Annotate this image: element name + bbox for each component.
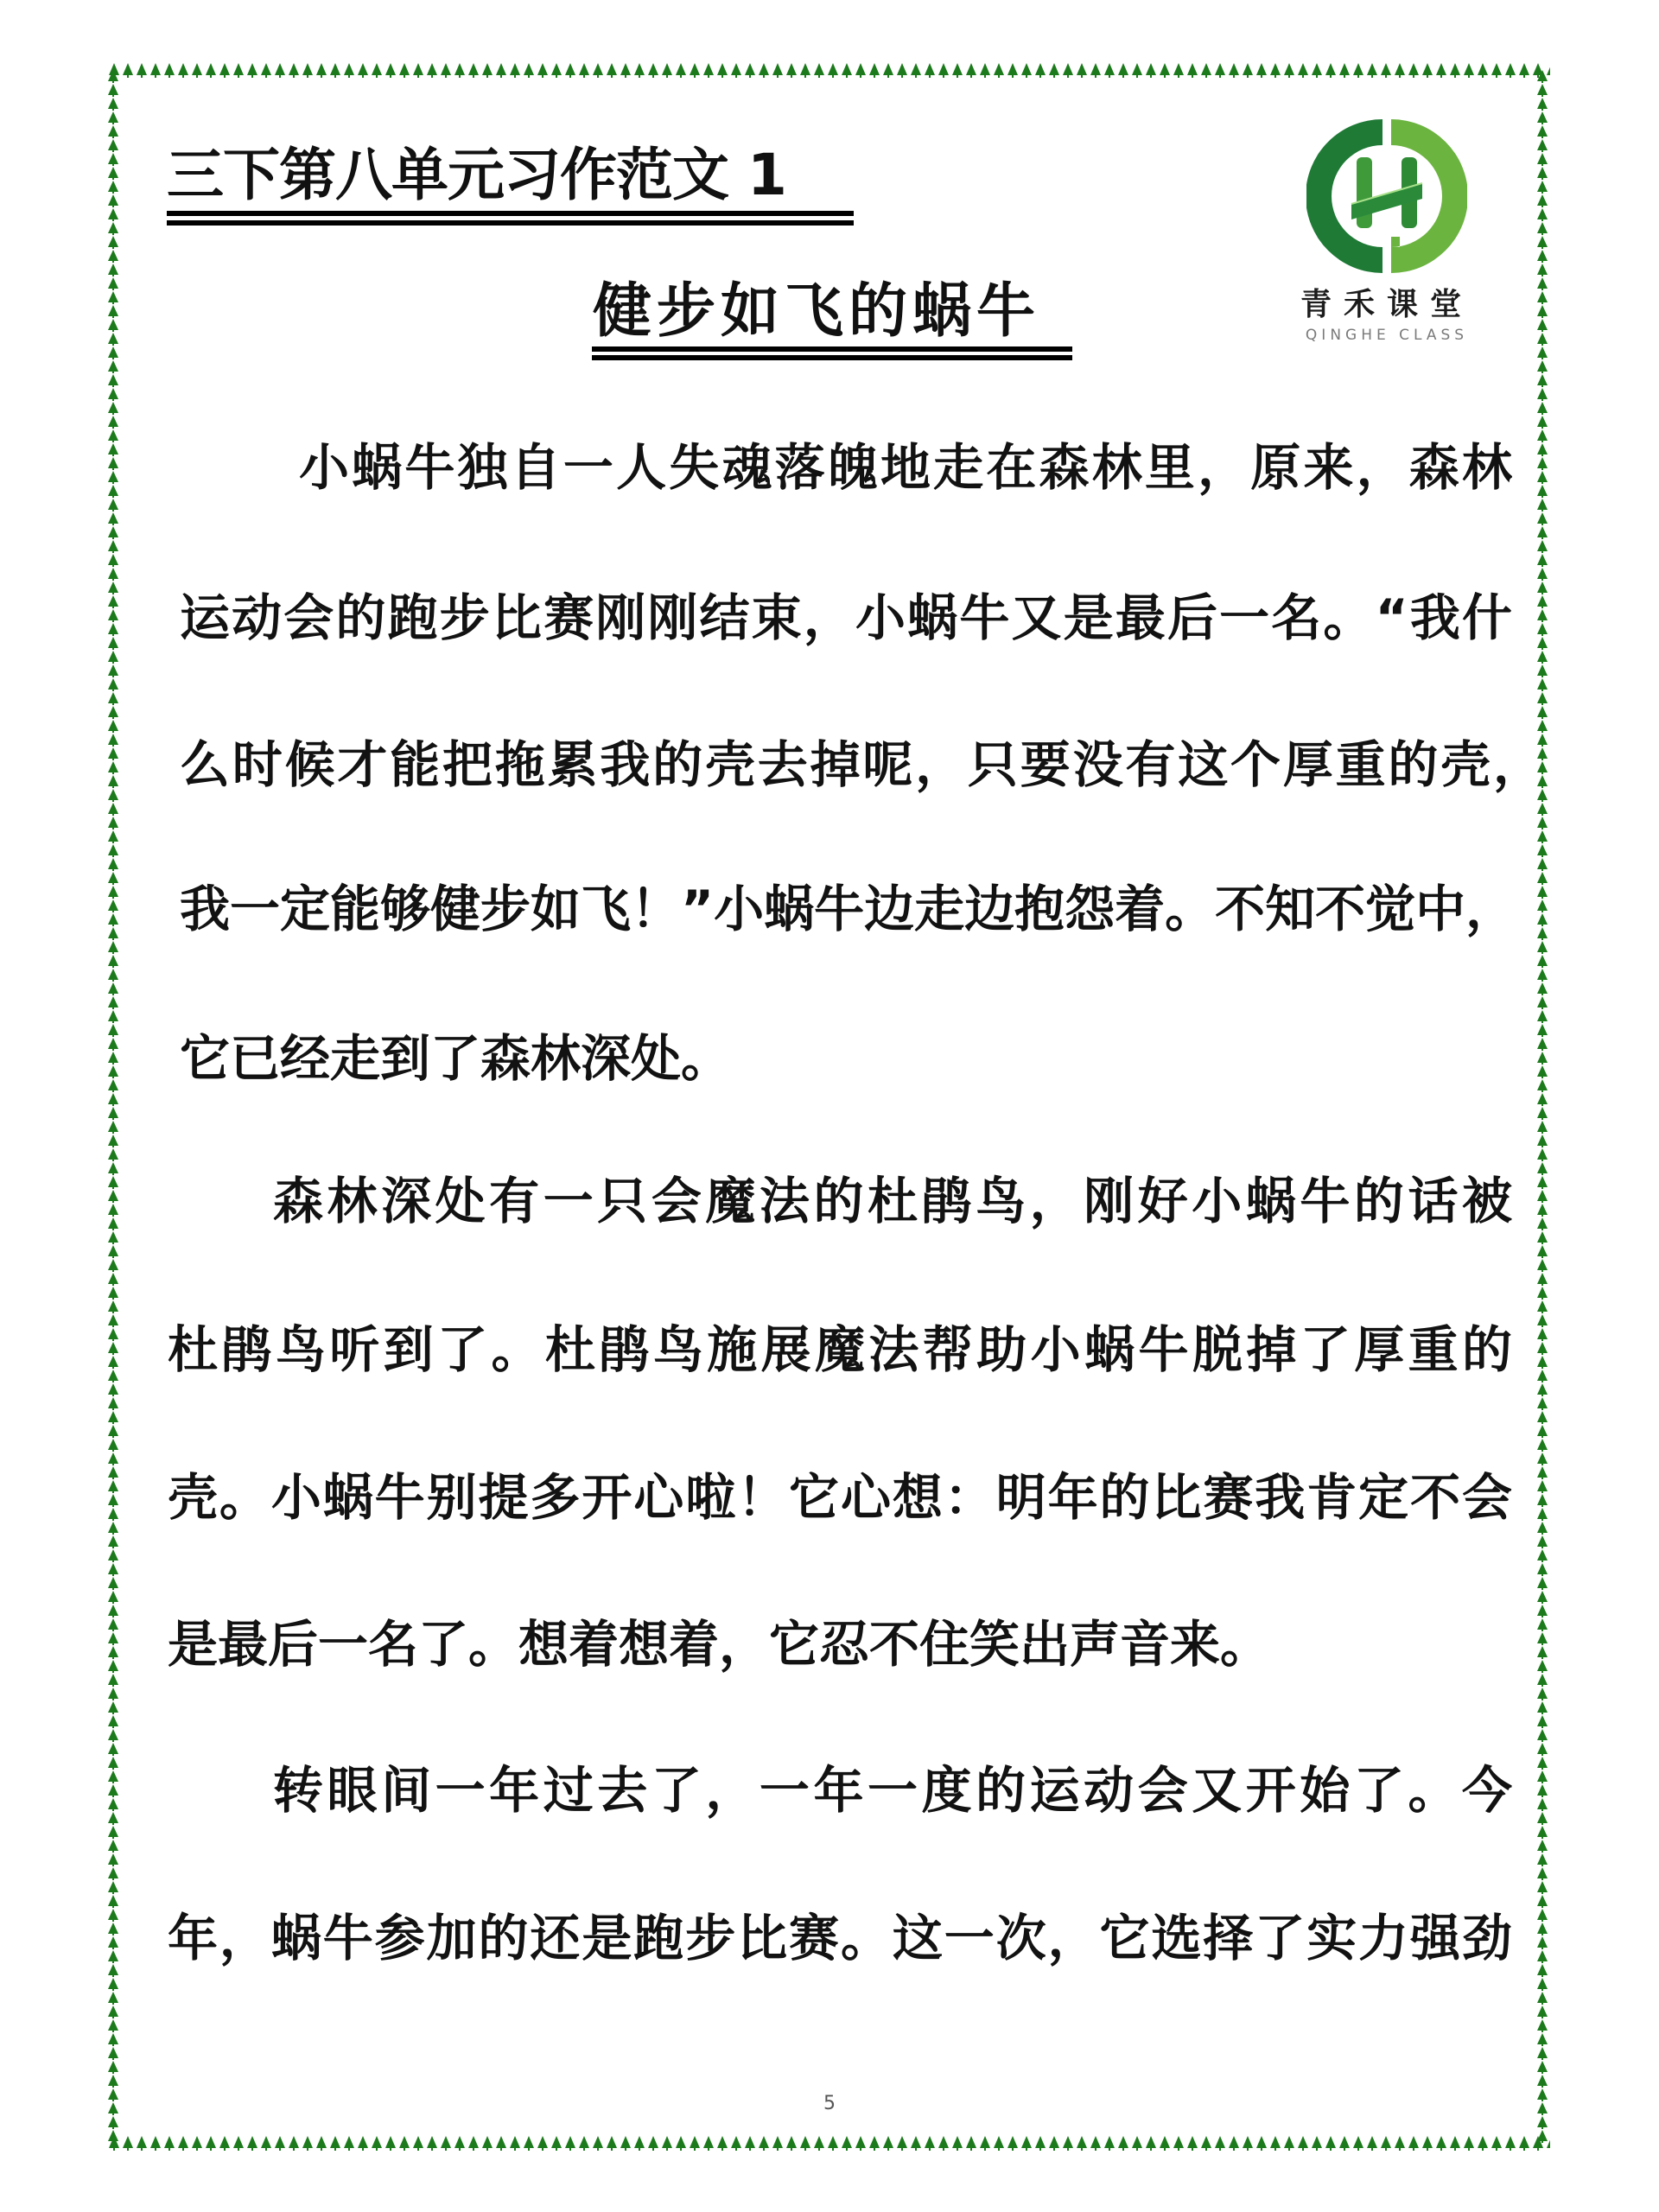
body-line: 年，蜗牛参加的还是跑步比赛。这一次，它选择了实力强劲 bbox=[168, 1909, 1512, 1967]
tree-border-icon bbox=[105, 69, 121, 2143]
qinghe-logo bbox=[1296, 111, 1478, 361]
tree-border-icon bbox=[107, 62, 1550, 78]
title-underline-2 bbox=[592, 355, 1072, 360]
heading-underline bbox=[167, 211, 854, 216]
body-line: 是最后一名了。想着想着，它忍不住笑出声音来。 bbox=[168, 1615, 1271, 1674]
logo-name-en: QINGHE CLASS bbox=[1305, 327, 1469, 344]
body-line: 转眼间一年过去了，一年一度的运动会又开始了。今 bbox=[273, 1761, 1512, 1820]
page-border-left bbox=[105, 69, 121, 2143]
logo-name-cn: 青禾课堂 bbox=[1300, 287, 1473, 322]
page-number: 5 bbox=[823, 2093, 836, 2114]
page-border-top bbox=[107, 62, 1550, 78]
page-border-bottom bbox=[107, 2135, 1550, 2151]
body-line: 运动会的跑步比赛刚刚结束，小蜗牛又是最后一名。“我什 bbox=[180, 588, 1512, 647]
body-line: 它已经走到了森林深处。 bbox=[180, 1029, 732, 1088]
body-line: 小蜗牛独自一人失魂落魄地走在森林里，原来，森林 bbox=[299, 438, 1512, 497]
qinghe-hq-logo-icon bbox=[1306, 116, 1467, 276]
tree-border-icon bbox=[107, 2135, 1550, 2151]
essay-title: 健步如飞的蜗牛 bbox=[593, 277, 1041, 346]
title-underline bbox=[592, 346, 1072, 352]
body-line: 壳。小蜗牛别提多开心啦！它心想：明年的比赛我肯定不会 bbox=[168, 1468, 1512, 1527]
body-line: 杜鹃鸟听到了。杜鹃鸟施展魔法帮助小蜗牛脱掉了厚重的 bbox=[168, 1320, 1512, 1379]
body-line: 我一定能够健步如飞！”小蜗牛边走边抱怨着。不知不觉中， bbox=[180, 880, 1516, 938]
body-line: 么时候才能把拖累我的壳去掉呢，只要没有这个厚重的壳， bbox=[180, 735, 1543, 794]
heading-underline-2 bbox=[167, 220, 854, 226]
page-border-right bbox=[1535, 69, 1550, 2143]
tree-border-icon bbox=[1535, 69, 1550, 2143]
body-line: 森林深处有一只会魔法的杜鹃鸟，刚好小蜗牛的话被 bbox=[273, 1172, 1512, 1230]
section-heading: 三下第八单元习作范文 1 bbox=[167, 142, 786, 208]
